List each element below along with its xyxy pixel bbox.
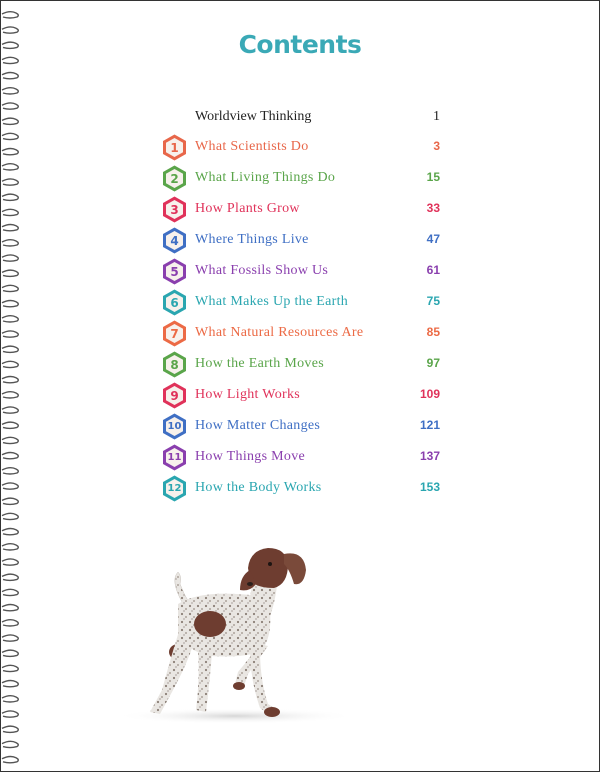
toc-chapter-row[interactable] <box>160 225 444 256</box>
chapter-number: 5 <box>170 264 179 279</box>
spiral-loop <box>2 103 18 109</box>
chapter-number: 8 <box>170 357 179 372</box>
chapter-page-number: 3 <box>433 139 440 153</box>
spiral-loop <box>2 133 18 139</box>
toc-chapter-row[interactable] <box>160 132 444 163</box>
chapter-title: How Things Move <box>195 449 306 464</box>
spiral-loop <box>2 681 18 687</box>
chapter-number: 6 <box>170 295 179 310</box>
spiral-loop <box>2 453 18 459</box>
chapter-number: 12 <box>167 483 182 494</box>
spiral-loop <box>2 422 18 428</box>
spiral-loop <box>2 498 18 504</box>
spiral-loop <box>2 635 18 641</box>
table-of-contents <box>160 104 444 504</box>
chapter-title: What Living Things Do <box>195 170 336 185</box>
spiral-loop <box>2 301 18 307</box>
spiral-loop <box>2 665 18 671</box>
chapter-page-number: 121 <box>419 418 440 432</box>
chapter-number: 9 <box>170 388 179 403</box>
spiral-loop <box>2 73 18 79</box>
spiral-loop <box>2 559 18 565</box>
toc-intro-page: 1 <box>433 109 440 124</box>
spiral-loop <box>2 194 18 200</box>
chapter-page-number: 75 <box>426 294 440 308</box>
chapter-page-number: 137 <box>419 449 440 463</box>
chapter-page-number: 15 <box>426 170 440 184</box>
chapter-title: How the Earth Moves <box>195 356 324 371</box>
spiral-loop <box>2 483 18 489</box>
chapter-title: How Matter Changes <box>195 418 321 433</box>
chapter-list <box>160 132 444 504</box>
toc-chapter-row[interactable] <box>160 163 444 194</box>
spiral-loop <box>2 529 18 535</box>
chapter-title: How Plants Grow <box>195 201 300 216</box>
page-title: Contents <box>238 30 362 59</box>
spiral-loop <box>2 285 18 291</box>
spiral-loop <box>2 696 18 702</box>
chapter-title: Where Things Live <box>195 232 309 247</box>
spiral-loop <box>2 544 18 550</box>
chapter-page-number: 47 <box>426 232 440 246</box>
spiral-loop <box>2 711 18 717</box>
spiral-loop <box>2 437 18 443</box>
chapter-title: How the Body Works <box>195 480 322 495</box>
chapter-page-number: 85 <box>426 325 440 339</box>
spiral-loop <box>2 346 18 352</box>
spiral-loop <box>2 361 18 367</box>
chapter-number: 1 <box>170 140 179 155</box>
spiral-loop <box>2 741 18 747</box>
spiral-loop <box>2 331 18 337</box>
chapter-page-number: 33 <box>426 201 440 215</box>
spiral-loop <box>2 12 18 18</box>
chapter-page-number: 61 <box>426 263 440 277</box>
chapter-page-number: 109 <box>419 387 440 401</box>
spiral-loop <box>2 164 18 170</box>
chapter-number: 4 <box>170 233 179 248</box>
spiral-loop <box>2 377 18 383</box>
spiral-loop <box>2 513 18 519</box>
spiral-loop <box>2 605 18 611</box>
chapter-title: How Light Works <box>195 387 301 402</box>
chapter-page-number: 153 <box>419 480 440 494</box>
spiral-loop <box>2 620 18 626</box>
spiral-loop <box>2 240 18 246</box>
chapter-title: What Natural Resources Are <box>195 325 364 340</box>
toc-chapter-row[interactable] <box>160 318 444 349</box>
chapter-number: 3 <box>170 202 179 217</box>
toc-intro-row[interactable] <box>160 104 444 132</box>
spiral-loop <box>2 757 18 763</box>
spiral-loop <box>2 179 18 185</box>
chapter-number: 2 <box>170 171 179 186</box>
spiral-loop <box>2 270 18 276</box>
chapter-number: 10 <box>167 421 182 432</box>
spiral-loop <box>2 468 18 474</box>
chapter-title: What Fossils Show Us <box>195 263 329 278</box>
chapter-number: 11 <box>167 452 182 463</box>
toc-chapter-row[interactable] <box>160 287 444 318</box>
spiral-loop <box>2 118 18 124</box>
spiral-binding <box>0 8 22 768</box>
spiral-loop <box>2 392 18 398</box>
toc-chapter-row[interactable] <box>160 349 444 380</box>
spiral-loop <box>2 88 18 94</box>
spiral-loop <box>2 209 18 215</box>
toc-chapter-row[interactable] <box>160 194 444 225</box>
spiral-loop <box>2 726 18 732</box>
spiral-loop <box>2 407 18 413</box>
toc-chapter-row[interactable] <box>160 380 444 411</box>
spiral-loop <box>2 149 18 155</box>
chapter-number: 7 <box>170 326 179 341</box>
toc-chapter-row[interactable] <box>160 442 444 473</box>
spiral-loop <box>2 589 18 595</box>
dog-illustration <box>100 540 370 730</box>
chapter-title: What Makes Up the Earth <box>195 294 349 309</box>
toc-intro-label: Worldview Thinking <box>195 109 312 124</box>
spiral-loop <box>2 316 18 322</box>
chapter-title: What Scientists Do <box>195 139 309 154</box>
toc-chapter-row[interactable] <box>160 411 444 442</box>
spiral-loop <box>2 574 18 580</box>
toc-chapter-row[interactable] <box>160 256 444 287</box>
chapter-page-number: 97 <box>426 356 440 370</box>
toc-chapter-row[interactable] <box>160 473 444 504</box>
spiral-loop <box>2 225 18 231</box>
spiral-loop <box>2 650 18 656</box>
spiral-loop <box>2 255 18 261</box>
